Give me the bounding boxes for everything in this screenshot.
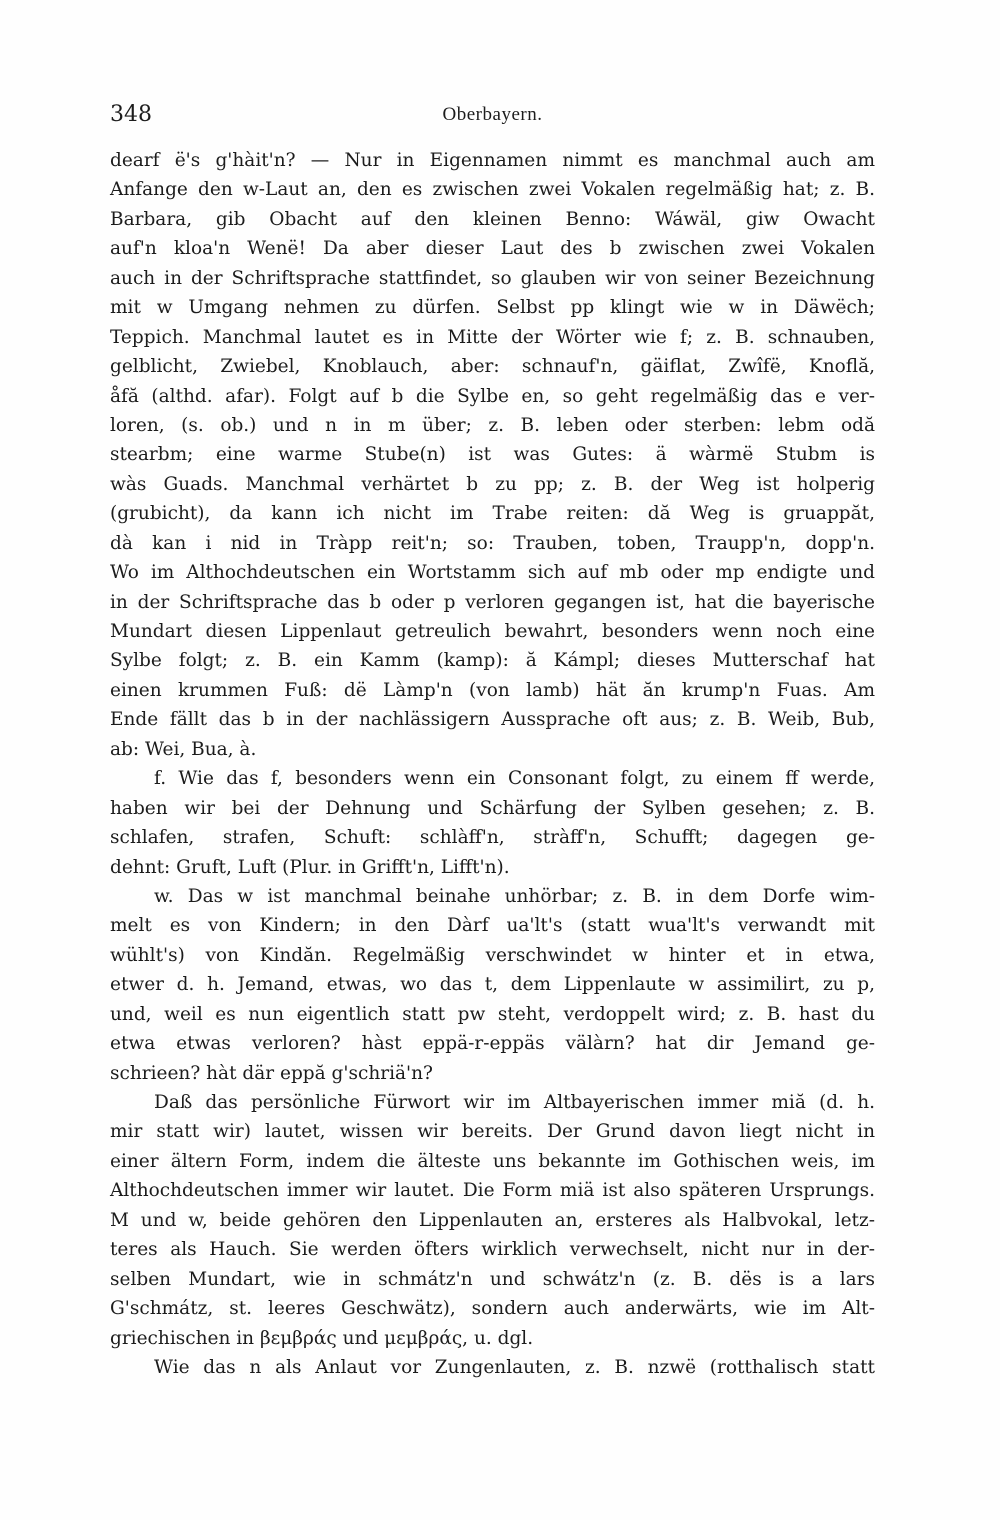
text-line: stearbm; eine warme Stube(n) ist was Gutes: ä wàrmë Stubm is: [110, 444, 875, 466]
text-line: mir statt wir) lautet, wissen wir bereits. Der Grund davon liegt nicht in: [110, 1121, 875, 1143]
text-line: haben wir bei der Dehnung und Schärfung der Sylben gesehen; z. B.: [110, 797, 875, 819]
text-line: schlafen, strafen, Schuft: schlàff'n, stràff'n, Schufft; dagegen ge-: [110, 827, 875, 849]
paragraph-w-start: w. Das w ist manchmal beinahe unhörbar; z. B. in dem Dorfe wim-: [154, 885, 875, 907]
text-line: åfă (althd. afar). Folgt auf b die Sylbe en, so geht regelmäßig das e ver-: [110, 385, 875, 407]
text-line: schrieen? hàt där eppă g'schriä'n?: [110, 1062, 433, 1084]
text-line: auch in der Schriftsprache stattfindet, so glauben wir von seiner Bezeichnung: [110, 267, 875, 289]
text-line: M und w, beide gehören den Lippenlauten an, ersteres als Halbvokal, letz-: [110, 1209, 875, 1231]
text-line: Teppich. Manchmal lautet es in Mitte der Wörter wie f; z. B. schnauben,: [110, 326, 875, 348]
paragraph-n-start: Wie das n als Anlaut vor Zungenlauten, z. B. nzwë (rotthalisch statt: [154, 1356, 875, 1378]
text-body: [110, 146, 875, 1382]
page-header: [110, 102, 875, 132]
text-line: ab: Wei, Bua, à.: [110, 738, 257, 760]
text-line: einen krummen Fuß: dë Làmp'n (von lamb) hät ăn krump'n Fuas. Am: [110, 679, 875, 701]
text-line: gelblicht, Zwiebel, Knoblauch, aber: schnauf'n, gäiflat, Zwîfë, Knoflă,: [110, 356, 875, 378]
text-line: etwer d. h. Jemand, etwas, wo das t, dem Lippenlaute w assimilirt, zu p,: [110, 974, 875, 996]
running-title: Oberbayern.: [442, 104, 543, 125]
text-line: wühlt's) von Kindăn. Regelmäßig verschwindet w hinter et in etwa,: [110, 944, 875, 966]
text-line: mit w Umgang nehmen zu dürfen. Selbst pp klingt wie w in Däwëch;: [110, 297, 875, 319]
paragraph-fuerwort-start: Daß das persönliche Fürwort wir im Altbayerischen immer miă (d. h.: [154, 1092, 875, 1113]
text-line: (grubicht), da kann ich nicht im Trabe reiten: dă Weg is gruappăt,: [110, 503, 875, 525]
text-line: einer ältern Form, indem die älteste uns bekannte im Gothischen weis, im: [110, 1150, 875, 1172]
text-line: auf'n kloa'n Wenë! Da aber dieser Laut des b zwischen zwei Vokalen: [110, 238, 875, 260]
text-line: griechischen in βεμβράς und μεμβράς, u. dgl.: [110, 1327, 534, 1349]
text-line: selben Mundart, wie in schmátz'n und schwátz'n (z. B. dës is a lars: [110, 1268, 875, 1290]
text-line: teres als Hauch. Sie werden öfters wirklich verwechselt, nicht nur in der-: [110, 1239, 875, 1261]
text-line: Barbara, gib Obacht auf den kleinen Benno: Wáwäl, giw Owacht: [110, 208, 875, 230]
text-line: wàs Guads. Manchmal verhärtet b zu pp; z. B. der Weg ist holperig: [110, 473, 875, 495]
text-line: melt es von Kindern; in den Dàrf ua'lt's (statt wua'lt's verwandt mit: [110, 915, 875, 937]
text-line: Mundart diesen Lippenlaut getreulich bewahrt, besonders wenn noch eine: [110, 621, 875, 642]
text-line: Wo im Althochdeutschen ein Wortstamm sich auf mb oder mp endigte und: [110, 562, 875, 584]
text-line: Sylbe folgt; z. B. ein Kamm (kamp): ă Kámpl; dieses Mutterschaf hat: [110, 650, 875, 672]
text-line: Althochdeutschen immer wir lautet. Die Form miä ist also späteren Ursprungs.: [110, 1180, 875, 1202]
text-line: Ende fällt das b in der nachlässigern Aussprache oft aus; z. B. Weib, Bub,: [110, 709, 875, 731]
text-line: etwa etwas verloren? hàst eppä-r-eppäs välàrn? hat dir Jemand ge-: [110, 1033, 875, 1055]
text-line: G'schmátz, st. leeres Geschwätz), sondern auch anderwärts, wie im Alt-: [110, 1298, 875, 1320]
text-line: Anfange den w-Laut an, den es zwischen zwei Vokalen regelmäßig hat; z. B.: [110, 179, 875, 201]
text-line: und, weil es nun eigentlich statt pw steht, verdoppelt wird; z. B. hast du: [110, 1003, 875, 1025]
text-line: loren, (s. ob.) und n in m über; z. B. leben oder sterben: lebm odă: [110, 414, 875, 436]
text-line: dehnt: Gruft, Luft (Plur. in Grifft'n, Lifft'n).: [110, 856, 510, 878]
text-line: dà kan i nid in Tràpp reit'n; so: Trauben, toben, Traupp'n, dopp'n.: [110, 532, 875, 554]
paragraph-f-start: f. Wie das f, besonders wenn ein Consonant folgt, zu einem ff werde,: [154, 768, 875, 790]
text-line: in der Schriftsprache das b oder p verloren gegangen ist, hat die bayerische: [110, 591, 875, 613]
text-line: dearf ë's g'hàit'n? — Nur in Eigennamen nimmt es manchmal auch am: [110, 150, 875, 171]
page-number: 348: [110, 102, 152, 127]
